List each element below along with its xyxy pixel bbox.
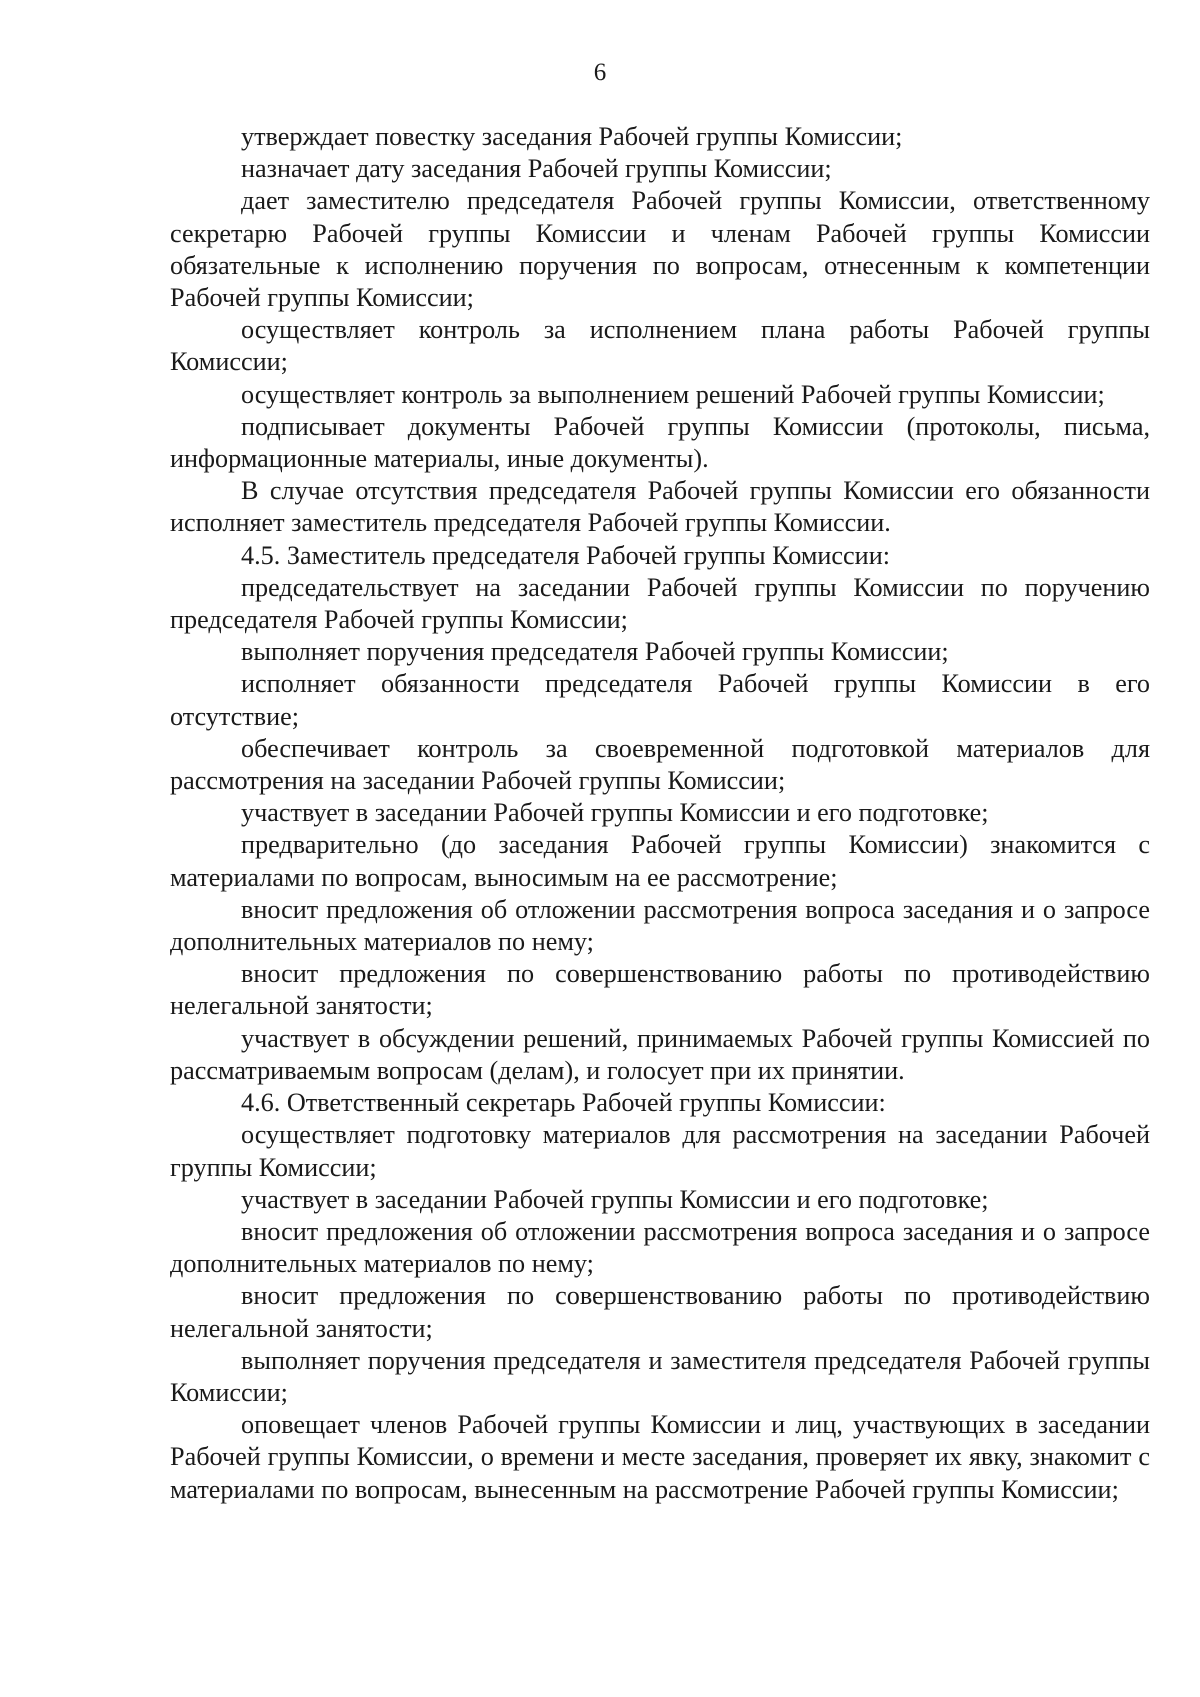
paragraph-13: участвует в заседании Рабочей группы Комиссии и его подготовке; bbox=[241, 798, 989, 828]
paragraph-20: участвует в заседании Рабочей группы Комиссии и его подготовке; bbox=[241, 1184, 989, 1214]
paragraph-3: дает заместителю председателя Рабочей группы Комиссии, ответственному секретарю Рабочей группы Комиссии и членам Рабочей группы Комиссии обязательные к исполнению поручения по вопросам, отнесенным к компетенции Рабочей группы Комиссии; bbox=[170, 186, 1150, 313]
section-heading-4-5: 4.5. Заместитель председателя Рабочей группы Комиссии: bbox=[241, 540, 890, 570]
paragraph-5: осуществляет контроль за выполнением решений Рабочей группы Комиссии; bbox=[241, 379, 1105, 409]
paragraph-21: вносит предложения об отложении рассмотрения вопроса заседания и о запросе дополнительных материалов по нему; bbox=[170, 1216, 1150, 1279]
paragraph-6: подписывает документы Рабочей группы Комиссии (протоколы, письма, информационные материалы, иные документы). bbox=[170, 411, 1150, 474]
paragraph-9: председательствует на заседании Рабочей группы Комиссии по поручению председателя Рабочей группы Комиссии; bbox=[170, 572, 1150, 635]
paragraph-15: вносит предложения об отложении рассмотрения вопроса заседания и о запросе дополнительных материалов по нему; bbox=[170, 894, 1150, 957]
paragraph-19: осуществляет подготовку материалов для рассмотрения на заседании Рабочей группы Комиссии; bbox=[170, 1120, 1150, 1182]
paragraph-4: осуществляет контроль за исполнением плана работы Рабочей группы Комиссии; bbox=[170, 315, 1150, 377]
paragraph-12: обеспечивает контроль за своевременной подготовкой материалов для рассмотрения на заседании Рабочей группы Комиссии; bbox=[170, 733, 1150, 796]
paragraph-14: предварительно (до заседания Рабочей группы Комиссии) знакомится с материалами по вопросам, выносимым на ее рассмотрение; bbox=[170, 830, 1150, 892]
paragraph-24: оповещает членов Рабочей группы Комиссии и лиц, участвующих в заседании Рабочей группы Комиссии, о времени и месте заседания, проверяет их явку, знакомит с материалами по вопросам, вынесенным на рассмотрение Рабочей группы Комиссии; bbox=[170, 1410, 1150, 1504]
paragraph-1: утверждает повестку заседания Рабочей группы Комиссии; bbox=[241, 122, 903, 151]
paragraph-23: выполняет поручения председателя и заместителя председателя Рабочей группы Комиссии; bbox=[170, 1345, 1150, 1407]
section-heading-4-6: 4.6. Ответственный секретарь Рабочей группы Комиссии: bbox=[241, 1088, 886, 1118]
document-body bbox=[170, 121, 1150, 1506]
paragraph-22: вносит предложения по совершенствованию работы по противодействию нелегальной занятости; bbox=[170, 1281, 1150, 1343]
paragraph-17: участвует в обсуждении решений, принимаемых Рабочей группы Комиссией по рассматриваемым вопросам (делам), и голосует при их принятии. bbox=[170, 1023, 1150, 1085]
paragraph-10: выполняет поручения председателя Рабочей группы Комиссии; bbox=[241, 637, 949, 667]
paragraph-11: исполняет обязанности председателя Рабочей группы Комиссии в его отсутствие; bbox=[170, 669, 1150, 731]
paragraph-2: назначает дату заседания Рабочей группы Комиссии; bbox=[241, 154, 832, 184]
paragraph-16: вносит предложения по совершенствованию работы по противодействию нелегальной занятости; bbox=[170, 959, 1150, 1021]
paragraph-7: В случае отсутствия председателя Рабочей группы Комиссии его обязанности исполняет заместитель председателя Рабочей группы Комиссии. bbox=[170, 476, 1150, 538]
page-number: 6 bbox=[593, 59, 607, 86]
